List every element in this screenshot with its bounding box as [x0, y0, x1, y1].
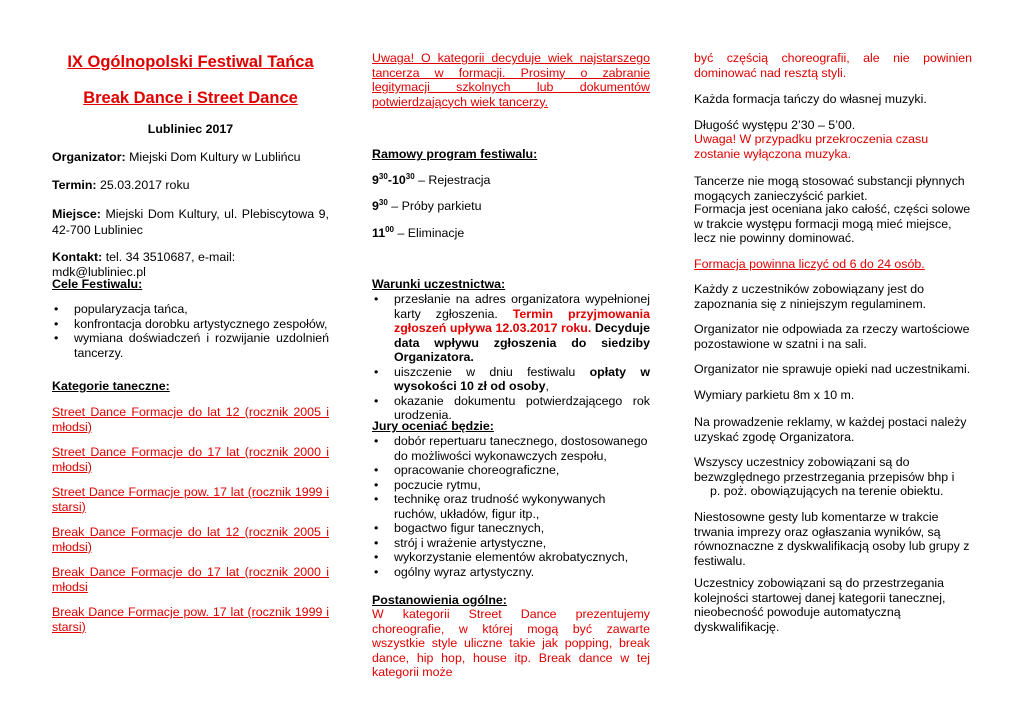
date-label: Termin:	[52, 178, 97, 192]
contact-value: tel. 34 3510687, e-mail: mdk@lubliniec.pl	[52, 250, 236, 279]
organizer-value: Miejski Dom Kultury w Lublińcu	[125, 150, 301, 164]
list-item: • opracowanie choreograficzne,	[372, 463, 650, 478]
organizer-line	[52, 150, 329, 165]
organizer-label: Organizator:	[52, 150, 126, 164]
category-item: Street Dance Formacje do 17 lat (rocznik 2000 i młodsi)	[52, 445, 329, 474]
conditions-list	[372, 292, 650, 423]
place-year: Lubliniec 2017	[147, 122, 234, 136]
conditions-heading: Warunki uczestnictwa:	[372, 277, 506, 291]
goals-list	[52, 302, 329, 360]
category-item: Street Dance Formacje do lat 12 (rocznik 2005 i młodsi)	[52, 405, 329, 434]
duration-warning: Uwaga! W przypadku przekroczenia czasu zostanie wyłączona muzyka.	[694, 132, 929, 161]
festival-subtitle: Break Dance i Street Dance	[83, 89, 298, 107]
formation-rule: Formacja jest oceniana jako całość, części solowe w trakcie występu formacji mogą mieć miejsce, lecz nie powinny dominować.	[694, 202, 971, 245]
ads-rule: Na prowadzenie reklamy, w każdej postaci należy uzyskać zgodę Organizatora.	[694, 415, 967, 444]
list-item: • konfrontacja dorobku artystycznego zespołów,	[52, 317, 329, 332]
bhp-rule: Wszyscy uczestnicy zobowiązani są do bezwzględnego przestrzegania przepisów bhp i p. poż. obowiązujących na terenie obiektu.	[694, 455, 955, 498]
gestures-rule: Niestosowne gesty lub komentarze w trakcie trwania imprezy oraz ogłaszania wyników, są równoznaczne z dyskwalifikacją osoby lub grupy z festiwalu.	[694, 510, 970, 568]
valuables-rule: Organizator nie odpowiada za rzeczy wartościowe pozostawione w szatni i na sali.	[694, 322, 970, 351]
list-item: • wymiana doświadczeń i rozwijanie uzdolnień tancerzy.	[52, 331, 329, 360]
list-item: • bogactwo figur tanecznych,	[372, 521, 650, 536]
list-item: • popularyzacja tańca,	[52, 302, 329, 317]
care-rule: Organizator nie sprawuje opieki nad uczestnikami.	[694, 362, 971, 376]
list-item: • technikę oraz trudność wykonywanych ruchów, układów, figur itp.,	[372, 492, 650, 521]
jury-list	[372, 434, 650, 579]
list-item: • okazanie dokumentu potwierdzającego rok urodzenia.	[372, 394, 650, 423]
rules-text: W kategorii Street Dance prezentujemy choreografie, w której mogą być zawarte wszystkie style uliczne takie jak popping, break dance, hip hop, house itp. Break dance w tej kategorii może	[372, 607, 650, 679]
goals-heading: Cele Festiwalu:	[52, 277, 143, 291]
program-heading: Ramowy program festiwalu:	[372, 147, 538, 161]
floor-size: Wymiary parkietu 8m x 10 m.	[694, 388, 855, 402]
category-item: Break Dance Formacje do 17 lat (rocznik 2000 i młodsi	[52, 565, 329, 594]
contact-label: Kontakt:	[52, 250, 103, 264]
program-item: $9^{30}-10^{30}$ – Rejestracja	[372, 172, 491, 187]
rules-heading: Postanowienia ogólne:	[372, 593, 507, 607]
program-item: $9^{30}$ – Próby parkietu	[372, 198, 482, 213]
categories-heading: Kategorie taneczne:	[52, 379, 170, 393]
venue-value: Miejski Dom Kultury, ul. Plebiscytowa 9, 42-700 Lubliniec	[52, 207, 329, 237]
duration-rule: Długość występu 2’30 – 5’00.	[694, 118, 856, 132]
list-item: • dobór repertuaru tanecznego, dostosowanego do możliwości wykonawczych zespołu,	[372, 434, 650, 463]
program-item: $11^{00}$ – Eliminacje	[372, 225, 465, 240]
category-item: Break Dance Formacje do lat 12 (rocznik 2005 i młodsi)	[52, 525, 329, 554]
list-item: • strój i wrażenie artystyczne,	[372, 536, 650, 551]
order-rule: Uczestnicy zobowiązani są do przestrzegania kolejności startowej danej kategorii tanecznej, nieobecność powoduje automatyczną dyskwalifikację.	[694, 576, 946, 634]
music-rule: Każda formacja tańczy do własnej muzyki.	[694, 92, 927, 106]
category-item: Street Dance Formacje pow. 17 lat (rocznik 1999 i starsi)	[52, 485, 329, 514]
jury-heading: Jury oceniać będzie:	[372, 419, 494, 433]
rules-continuation: być częścią choreografii, ale nie powinien dominować nad resztą styli.	[694, 51, 972, 80]
list-item: • wykorzystanie elementów akrobatycznych,	[372, 550, 650, 565]
age-warning: Uwaga! O kategorii decyduje wiek najstarszego tancerza w formacji. Prosimy o zabranie legitymacji szkolnych lub dokumentów potwierdzających wiek tancerzy.	[372, 51, 650, 109]
list-item: • poczucie rytmu,	[372, 478, 650, 493]
category-item: Break Dance Formacje pow. 17 lat (rocznik 1999 i starsi)	[52, 605, 329, 634]
substances-rule: Tancerze nie mogą stosować substancji płynnych mogących zanieczyścić parkiet.	[694, 174, 965, 203]
list-item: • uiszczenie w dniu festiwalu opłaty w wysokości 10 zł od osoby,	[372, 365, 650, 394]
venue-line	[52, 206, 329, 238]
read-rules: Każdy z uczestników zobowiązany jest do zapoznania się z niniejszym regulaminem.	[694, 282, 927, 311]
formation-size: Formacja powinna liczyć od 6 do 24 osób.	[694, 257, 925, 271]
list-item: • ogólny wyraz artystyczny.	[372, 565, 650, 580]
date-value: 25.03.2017 roku	[96, 178, 190, 192]
date-line	[52, 178, 329, 193]
festival-title: IX Ogólnopolski Festiwal Tańca	[67, 53, 314, 71]
venue-label: Miejsce:	[52, 207, 101, 221]
list-item: • przesłanie na adres organizatora wypełnionej karty zgłoszenia. Termin przyjmowania zgłoszeń upływa 12.03.2017 roku. Decyduje data wpływu zgłoszenia do siedziby Organizatora.	[372, 292, 650, 365]
contact-line	[52, 250, 329, 279]
